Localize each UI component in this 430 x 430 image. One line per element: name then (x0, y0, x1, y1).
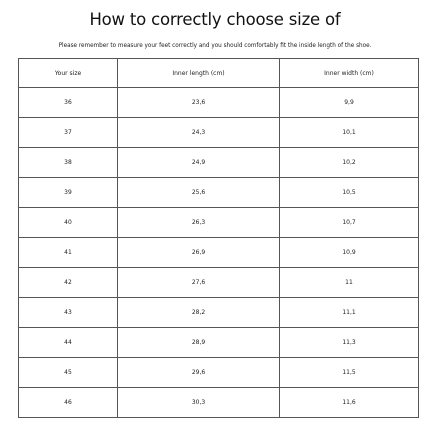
cell-size: 38 (19, 148, 118, 178)
cell-inner-width: 10,1 (280, 118, 419, 148)
table-row (19, 298, 419, 328)
cell-inner-width: 10,5 (280, 178, 419, 208)
cell-inner-width: 11,1 (280, 298, 419, 328)
table-row (19, 238, 419, 268)
cell-inner-length: 27,6 (118, 268, 280, 298)
table-row (19, 88, 419, 118)
cell-size: 45 (19, 358, 118, 388)
cell-inner-length: 29,6 (118, 358, 280, 388)
cell-inner-length: 23,6 (118, 88, 280, 118)
table-row (19, 148, 419, 178)
cell-inner-width: 11,5 (280, 358, 419, 388)
header-inner-width: Inner width (cm) (280, 59, 419, 88)
cell-inner-length: 26,3 (118, 208, 280, 238)
cell-size: 36 (19, 88, 118, 118)
cell-size: 37 (19, 118, 118, 148)
table-row (19, 328, 419, 358)
cell-inner-width: 10,2 (280, 148, 419, 178)
cell-inner-width: 11,3 (280, 328, 419, 358)
cell-size: 44 (19, 328, 118, 358)
cell-inner-width: 11 (280, 268, 419, 298)
cell-inner-width: 10,9 (280, 238, 419, 268)
table-row (19, 208, 419, 238)
cell-inner-length: 25,6 (118, 178, 280, 208)
cell-inner-length: 28,9 (118, 328, 280, 358)
table-row (19, 268, 419, 298)
cell-inner-length: 24,3 (118, 118, 280, 148)
size-chart-table (18, 58, 419, 418)
page-title: How to correctly choose size of (89, 10, 341, 29)
cell-size: 40 (19, 208, 118, 238)
cell-size: 42 (19, 268, 118, 298)
table-row (19, 118, 419, 148)
cell-inner-length: 28,2 (118, 298, 280, 328)
header-inner-length: Inner length (cm) (118, 59, 280, 88)
cell-inner-width: 9,9 (280, 88, 419, 118)
cell-inner-length: 24,9 (118, 148, 280, 178)
cell-size: 46 (19, 388, 118, 418)
header-your-size: Your size (19, 59, 118, 88)
cell-size: 43 (19, 298, 118, 328)
cell-inner-width: 10,7 (280, 208, 419, 238)
table-row (19, 388, 419, 418)
table-header-row (19, 59, 419, 88)
cell-size: 39 (19, 178, 118, 208)
table-row (19, 358, 419, 388)
cell-inner-length: 26,9 (118, 238, 280, 268)
measurement-note: Please remember to measure your feet correctly and you should comfortably fit the inside length of the shoe. (58, 43, 372, 49)
cell-size: 41 (19, 238, 118, 268)
table-row (19, 178, 419, 208)
cell-inner-width: 11,6 (280, 388, 419, 418)
cell-inner-length: 30,3 (118, 388, 280, 418)
